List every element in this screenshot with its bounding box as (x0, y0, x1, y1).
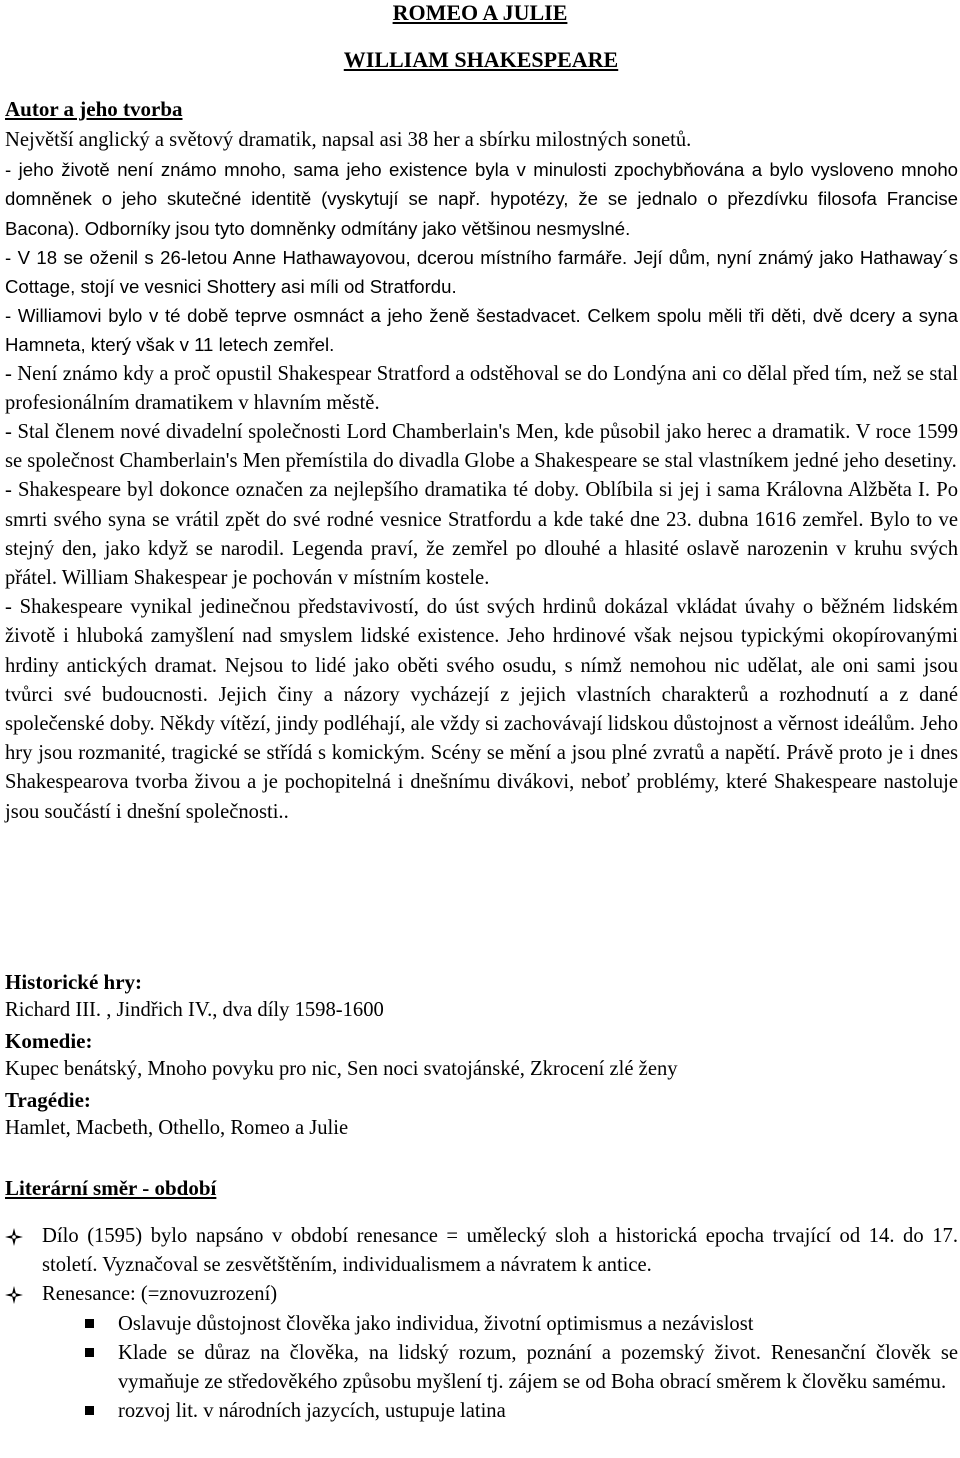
square-bullet-icon (85, 1348, 94, 1357)
sub-list-item (5, 1397, 958, 1426)
intro-line: Největší anglický a světový dramatik, napsal asi 38 her a sbírku milostných sonetů. (5, 129, 692, 151)
list-item-text: Dílo (1595) bylo napsáno v období renesance = umělecký sloh a historická epocha trvající od 14. do 17. století. Vyznačoval se zesvětštěním, individualismem a návratem k antice. (42, 1225, 958, 1277)
diamond-bullet-icon (5, 1228, 23, 1246)
list-item (5, 1222, 958, 1280)
section-heading-literary-period: Literární směr - období (5, 1176, 217, 1200)
author-paragraphs (5, 126, 958, 827)
paragraph-children: - Williamovi bylo v té době teprve osmnáct a jeho ženě šestadvacet. Celkem spolu měli tři děti, dvě dcery a syna Hamneta, který však v 11 letech zemřel. (5, 305, 958, 356)
paragraph-style: - Shakespeare vynikal jedinečnou představivostí, do úst svých hrdinů dokázal vkládat úvahy o běžném lidském životě i hluboká zamyšlení nad smyslem lidské existence. Jeho hrdinové však nejsou typickými okopírovanými hrdiny antických dramat. Nejsou to lidé jako oběti svého osudu, s nímž nemohou nic udělat, ale oni sami jsou tvůrci své budoucnosti. Jejich činy a názory vycházejí z jejich vlastních charakterů a rozhodnutí a z dané společenské doby. Někdy vítězí, jindy podléhají, ale vždy si zachovávají lidskou důstojnost a věrnost ideálům. Jeho hry jsou rozmanité, tragické se střídá s komickým. Scény se mění a jsou plné zvratů a napětí. Právě proto je i dnes Shakespearova tvorba živou a je pochopitelná i dnešnímu divákovi, neboť problémy, které Shakespeare nastoluje jsou součástí i dnešní společnosti.. (5, 596, 958, 823)
square-bullet-icon (85, 1319, 94, 1328)
paragraph-death: - Shakespeare byl dokonce označen za nejlepšího dramatika té doby. Oblíbila si jej i sama Královna Alžběta I. Po smrti svého syna se vrátil zpět do své rodné vesnice Stratfordu a kde také dne 23. dubna 1616 zemřel. Bylo to ve stejný den, jako když se narodil. Legenda praví, že zemřel po dlouhé a hlasité oslavě narozenin v kruhu svých přátel. William Shakespear je pochován v místním kostele. (5, 479, 958, 590)
sub-list-item (5, 1310, 958, 1339)
paragraph-identity: - jeho životě není známo mnoho, sama jeho existence byla v minulosti zpochybňována a bylo vysloveno mnoho domněnek o jeho skutečné identitě (vyskytují se např. hypotézy, že se jednalo o přezdívku filosofa Francise Bacona). Odborníky jsou tyto domněnky odmítány jako většinou nesmyslné. (5, 159, 958, 239)
paragraph-company: - Stal členem nové divadelní společnosti Lord Chamberlain's Men, kde působil jako herec a dramatik. V roce 1599 se společnost Chamberlain's Men přemístila do divadla Globe a Shakespeare se stal vlastníkem jedné jeho desetiny. (5, 421, 958, 473)
historical-plays-heading: Historické hry: (5, 970, 143, 994)
paragraph-marriage: - V 18 se oženil s 26-letou Anne Hathawayovou, dcerou místního farmáře. Její dům, nyní známý jako Hathaway´s Cottage, stojí ve vesnici Shottery asi míli od Stratfordu. (5, 246, 958, 298)
sub-list-item (5, 1339, 958, 1397)
paragraph-london: - Není známo kdy a proč opustil Shakespear Stratford a odstěhoval se do Londýna ani co dělal před tím, než se stal profesionálním dramatikem v hlavním městě. (5, 362, 958, 414)
sub-list-item-text: rozvoj lit. v národních jazycích, ustupuje latina (118, 1400, 506, 1423)
sub-list-item-text: Oslavuje důstojnost člověka jako individua, životní optimismus a nezávislost (118, 1312, 754, 1335)
list-item-text: Renesance: (=znovuzrození) (42, 1283, 278, 1306)
literary-period-list (5, 1222, 958, 1426)
list-item (5, 1280, 958, 1309)
tragedies-heading: Tragédie: (5, 1088, 91, 1112)
diamond-bullet-icon (5, 1286, 23, 1304)
document-title: ROMEO A JULIE (392, 0, 568, 25)
square-bullet-icon (85, 1406, 94, 1415)
author-title: WILLIAM SHAKESPEARE (343, 47, 619, 72)
section-heading-author: Autor a jeho tvorba (5, 97, 183, 121)
tragedies-list: Hamlet, Macbeth, Othello, Romeo a Julie (5, 1117, 349, 1139)
comedies-list: Kupec benátský, Mnoho povyku pro nic, Sen noci svatojánské, Zkrocení zlé ženy (5, 1058, 678, 1080)
historical-plays-list: Richard III. , Jindřich IV., dva díly 1598-1600 (5, 999, 384, 1021)
comedies-heading: Komedie: (5, 1029, 93, 1053)
sub-list-item-text: Klade se důraz na člověka, na lidský rozum, poznání a pozemský život. Renesanční člověk se vymaňuje ze středověkého způsobu myšlení tj. zájem se od Boha obrací směrem k člověku samému. (118, 1341, 958, 1394)
